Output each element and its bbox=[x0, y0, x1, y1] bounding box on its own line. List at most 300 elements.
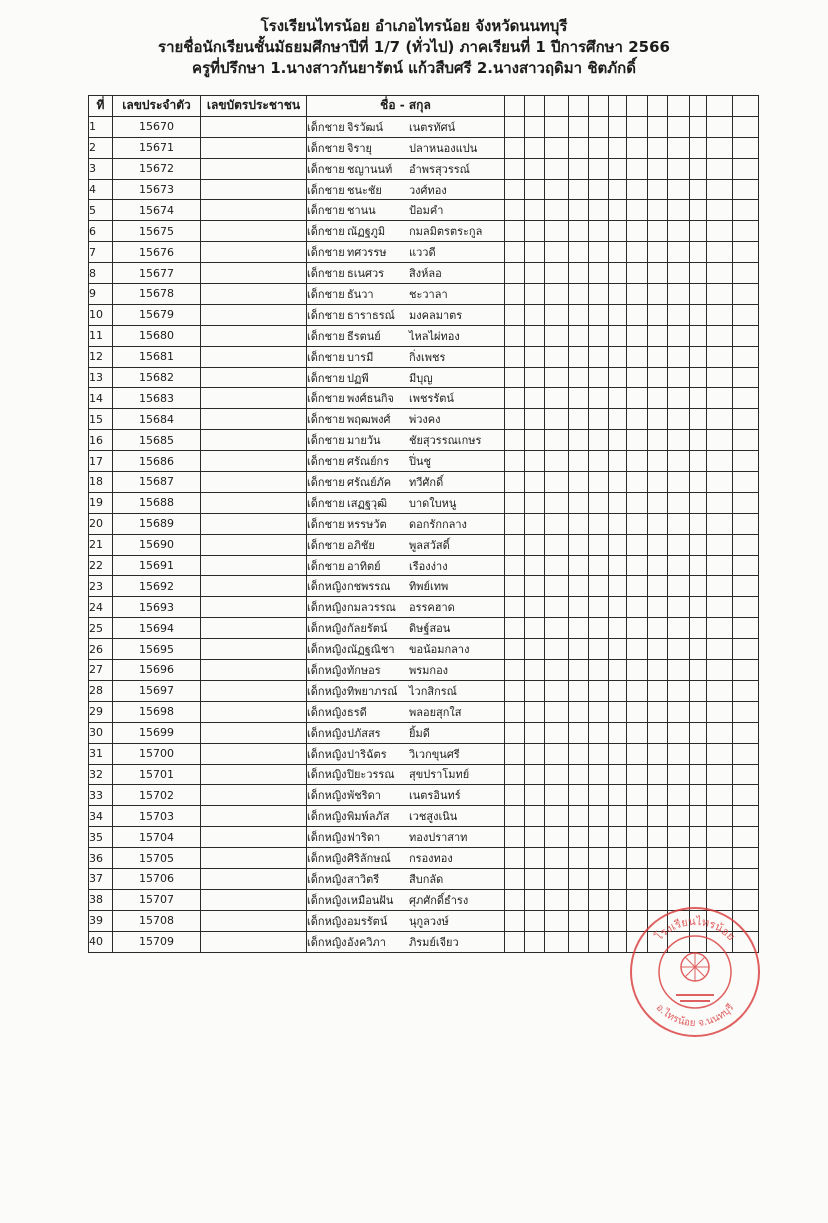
blank-check-cell bbox=[589, 889, 609, 910]
name-prefix: เด็กชาย bbox=[307, 162, 345, 176]
blank-check-cell bbox=[569, 137, 589, 158]
blank-check-cell bbox=[569, 451, 589, 472]
blank-check-cell bbox=[627, 451, 648, 472]
student-id: 15679 bbox=[113, 304, 201, 325]
citizen-id bbox=[201, 722, 307, 743]
blank-check-cell bbox=[589, 325, 609, 346]
blank-check-cell bbox=[627, 284, 648, 305]
blank-check-cell bbox=[668, 304, 690, 325]
name-prefix: เด็กหญิง bbox=[307, 810, 347, 824]
first-name: ทักษอร bbox=[347, 663, 381, 677]
citizen-id bbox=[201, 680, 307, 701]
last-name: ศุภศักดิ์ธำรง bbox=[409, 893, 469, 907]
student-id: 15694 bbox=[113, 618, 201, 639]
blank-check-cell bbox=[707, 680, 733, 701]
blank-check-cell bbox=[589, 242, 609, 263]
name-prefix: เด็กหญิง bbox=[307, 622, 347, 636]
blank-check-cell bbox=[609, 743, 627, 764]
blank-check-cell bbox=[707, 158, 733, 179]
row-number: 30 bbox=[89, 722, 113, 743]
student-name bbox=[307, 158, 505, 179]
blank-check-cell bbox=[733, 346, 759, 367]
last-name: มงคลมาตร bbox=[409, 308, 463, 322]
blank-check-cell bbox=[609, 848, 627, 869]
blank-check-cell bbox=[569, 848, 589, 869]
blank-check-cell bbox=[733, 116, 759, 137]
blank-check-cell bbox=[627, 242, 648, 263]
row-number: 3 bbox=[89, 158, 113, 179]
blank-check-cell bbox=[733, 388, 759, 409]
blank-check-cell bbox=[569, 200, 589, 221]
blank-check-cell bbox=[707, 848, 733, 869]
blank-check-cell bbox=[707, 430, 733, 451]
blank-check-cell bbox=[589, 827, 609, 848]
roster-body bbox=[89, 116, 759, 952]
blank-check-cell bbox=[525, 513, 545, 534]
blank-check-cell bbox=[609, 806, 627, 827]
blank-check-cell bbox=[505, 346, 525, 367]
blank-check-cell bbox=[505, 827, 525, 848]
blank-check-cell bbox=[569, 806, 589, 827]
blank-check-cell bbox=[648, 743, 668, 764]
blank-check-cell bbox=[545, 534, 569, 555]
blank-check-cell bbox=[589, 555, 609, 576]
blank-check-cell bbox=[569, 472, 589, 493]
blank-check-cell bbox=[668, 200, 690, 221]
blank-check-cell bbox=[525, 221, 545, 242]
blank-check-cell bbox=[627, 472, 648, 493]
student-name bbox=[307, 639, 505, 660]
blank-check-cell bbox=[525, 931, 545, 952]
blank-check-cell bbox=[609, 388, 627, 409]
table-row bbox=[89, 346, 759, 367]
row-number: 19 bbox=[89, 492, 113, 513]
seal-text-top: โรงเรียนไทรน้อย bbox=[652, 914, 738, 944]
blank-check-cell bbox=[589, 200, 609, 221]
blank-check-cell bbox=[668, 430, 690, 451]
first-name: ฟาริดา bbox=[347, 831, 381, 845]
blank-check-cell bbox=[648, 555, 668, 576]
last-name: กิ่งเพชร bbox=[409, 350, 446, 364]
last-name: ป้อมคำ bbox=[409, 204, 444, 218]
blank-check-cell bbox=[505, 179, 525, 200]
citizen-id bbox=[201, 660, 307, 681]
name-prefix: เด็กชาย bbox=[307, 371, 345, 385]
blank-check-cell bbox=[627, 513, 648, 534]
citizen-id bbox=[201, 639, 307, 660]
citizen-id bbox=[201, 472, 307, 493]
citizen-id bbox=[201, 263, 307, 284]
student-name bbox=[307, 827, 505, 848]
blank-check-cell bbox=[525, 263, 545, 284]
blank-check-cell bbox=[690, 158, 707, 179]
blank-check-cell bbox=[589, 492, 609, 513]
citizen-id bbox=[201, 451, 307, 472]
blank-check-cell bbox=[545, 304, 569, 325]
student-id: 15697 bbox=[113, 680, 201, 701]
citizen-id bbox=[201, 179, 307, 200]
citizen-id bbox=[201, 325, 307, 346]
table-row bbox=[89, 430, 759, 451]
blank-check-cell bbox=[505, 806, 525, 827]
blank-check-cell bbox=[707, 116, 733, 137]
citizen-id bbox=[201, 513, 307, 534]
last-name: วงศ์ทอง bbox=[409, 183, 447, 197]
blank-check-cell bbox=[545, 827, 569, 848]
blank-check-cell bbox=[525, 701, 545, 722]
row-number: 35 bbox=[89, 827, 113, 848]
name-prefix: เด็กหญิง bbox=[307, 705, 347, 719]
blank-check-cell bbox=[525, 576, 545, 597]
student-id: 15693 bbox=[113, 597, 201, 618]
blank-check-cell bbox=[690, 806, 707, 827]
name-prefix: เด็กหญิง bbox=[307, 893, 347, 907]
blank-check-cell bbox=[627, 116, 648, 137]
blank-check-cell bbox=[668, 116, 690, 137]
row-number: 37 bbox=[89, 868, 113, 889]
first-name: กมลวรรณ bbox=[347, 601, 396, 615]
blank-check-cell bbox=[545, 116, 569, 137]
blank-check-cell bbox=[668, 639, 690, 660]
name-prefix: เด็กชาย bbox=[307, 517, 345, 531]
table-row bbox=[89, 137, 759, 158]
blank-check-cell bbox=[733, 242, 759, 263]
blank-check-cell bbox=[545, 242, 569, 263]
blank-check-cell bbox=[690, 137, 707, 158]
blank-check-cell bbox=[525, 284, 545, 305]
student-name bbox=[307, 848, 505, 869]
blank-check-cell bbox=[545, 179, 569, 200]
blank-check-cell bbox=[589, 513, 609, 534]
name-prefix: เด็กชาย bbox=[307, 538, 345, 552]
citizen-id bbox=[201, 137, 307, 158]
last-name: ปลาหนองแปน bbox=[409, 141, 478, 155]
blank-check-cell bbox=[609, 492, 627, 513]
table-row bbox=[89, 304, 759, 325]
blank-check-cell bbox=[545, 931, 569, 952]
table-row bbox=[89, 639, 759, 660]
blank-check-cell bbox=[733, 660, 759, 681]
student-name bbox=[307, 179, 505, 200]
blank-check-cell bbox=[690, 242, 707, 263]
blank-check-cell bbox=[569, 764, 589, 785]
blank-check-cell bbox=[733, 680, 759, 701]
last-name: ดอกรักกลาง bbox=[409, 517, 467, 531]
blank-check-cell bbox=[733, 785, 759, 806]
blank-check-cell bbox=[707, 576, 733, 597]
last-name: ยิ้มดี bbox=[409, 726, 430, 740]
first-name: บารมี bbox=[347, 350, 374, 364]
blank-check-cell bbox=[609, 827, 627, 848]
blank-check-cell bbox=[589, 910, 609, 931]
blank-check-cell bbox=[707, 492, 733, 513]
blank-check-cell bbox=[589, 221, 609, 242]
first-name: ปิยะวรรณ bbox=[347, 768, 395, 782]
blank-check-cell bbox=[589, 868, 609, 889]
citizen-id bbox=[201, 284, 307, 305]
blank-check-cell bbox=[668, 472, 690, 493]
last-name: อำพรสุวรรณ์ bbox=[409, 162, 470, 176]
blank-check-cell bbox=[525, 889, 545, 910]
blank-check-cell bbox=[648, 200, 668, 221]
blank-check-cell bbox=[525, 660, 545, 681]
blank-check-cell bbox=[589, 576, 609, 597]
first-name: ชานน bbox=[347, 204, 376, 218]
student-name bbox=[307, 576, 505, 597]
blank-check-cell bbox=[690, 116, 707, 137]
blank-check-cell bbox=[648, 534, 668, 555]
last-name: ทวีศักดิ์ bbox=[409, 475, 444, 489]
first-name: หรรษวัต bbox=[347, 517, 387, 531]
blank-check-cell bbox=[505, 639, 525, 660]
blank-header-cell bbox=[609, 96, 627, 117]
blank-check-cell bbox=[505, 722, 525, 743]
blank-check-cell bbox=[569, 618, 589, 639]
row-number: 28 bbox=[89, 680, 113, 701]
name-prefix: เด็กชาย bbox=[307, 120, 345, 134]
row-number: 36 bbox=[89, 848, 113, 869]
table-row bbox=[89, 848, 759, 869]
last-name: ทิพย์เทพ bbox=[409, 580, 449, 594]
student-id: 15687 bbox=[113, 472, 201, 493]
student-id: 15709 bbox=[113, 931, 201, 952]
blank-check-cell bbox=[627, 701, 648, 722]
blank-check-cell bbox=[505, 680, 525, 701]
blank-check-cell bbox=[733, 618, 759, 639]
name-prefix: เด็กชาย bbox=[307, 329, 345, 343]
blank-check-cell bbox=[707, 367, 733, 388]
student-id: 15705 bbox=[113, 848, 201, 869]
table-row bbox=[89, 451, 759, 472]
row-number: 11 bbox=[89, 325, 113, 346]
blank-check-cell bbox=[569, 492, 589, 513]
blank-check-cell bbox=[733, 513, 759, 534]
last-name: กรองทอง bbox=[409, 852, 453, 865]
blank-check-cell bbox=[733, 722, 759, 743]
student-name bbox=[307, 116, 505, 137]
blank-check-cell bbox=[609, 513, 627, 534]
school-seal-stamp bbox=[628, 905, 762, 1039]
blank-check-cell bbox=[733, 221, 759, 242]
student-name bbox=[307, 221, 505, 242]
row-number: 18 bbox=[89, 472, 113, 493]
blank-header-cell bbox=[690, 96, 707, 117]
blank-check-cell bbox=[733, 325, 759, 346]
blank-check-cell bbox=[707, 701, 733, 722]
row-number: 20 bbox=[89, 513, 113, 534]
blank-check-cell bbox=[648, 284, 668, 305]
blank-check-cell bbox=[589, 116, 609, 137]
table-row bbox=[89, 701, 759, 722]
blank-check-cell bbox=[589, 367, 609, 388]
blank-check-cell bbox=[525, 722, 545, 743]
blank-check-cell bbox=[707, 660, 733, 681]
blank-check-cell bbox=[505, 430, 525, 451]
name-prefix: เด็กชาย bbox=[307, 183, 345, 197]
citizen-id bbox=[201, 701, 307, 722]
name-prefix: เด็กหญิง bbox=[307, 601, 347, 615]
blank-check-cell bbox=[733, 764, 759, 785]
blank-check-cell bbox=[569, 346, 589, 367]
blank-check-cell bbox=[627, 597, 648, 618]
name-prefix: เด็กหญิง bbox=[307, 663, 347, 677]
blank-check-cell bbox=[569, 158, 589, 179]
first-name: อมรรัตน์ bbox=[347, 914, 388, 928]
citizen-id bbox=[201, 200, 307, 221]
blank-check-cell bbox=[569, 534, 589, 555]
table-row bbox=[89, 325, 759, 346]
blank-check-cell bbox=[690, 367, 707, 388]
blank-check-cell bbox=[545, 889, 569, 910]
last-name: วิเวกขุนศรี bbox=[409, 747, 460, 761]
blank-check-cell bbox=[569, 555, 589, 576]
blank-check-cell bbox=[589, 137, 609, 158]
blank-check-cell bbox=[707, 555, 733, 576]
student-name bbox=[307, 555, 505, 576]
student-id: 15700 bbox=[113, 743, 201, 764]
first-name: ศิริลักษณ์ bbox=[347, 852, 391, 865]
blank-check-cell bbox=[648, 263, 668, 284]
blank-check-cell bbox=[505, 158, 525, 179]
wheel-spokes-icon bbox=[681, 953, 709, 981]
table-row bbox=[89, 388, 759, 409]
blank-check-cell bbox=[648, 680, 668, 701]
blank-check-cell bbox=[569, 910, 589, 931]
table-row bbox=[89, 660, 759, 681]
blank-check-cell bbox=[505, 848, 525, 869]
name-prefix: เด็กหญิง bbox=[307, 768, 347, 782]
student-id: 15689 bbox=[113, 513, 201, 534]
blank-check-cell bbox=[627, 848, 648, 869]
table-row bbox=[89, 179, 759, 200]
blank-check-cell bbox=[733, 576, 759, 597]
name-prefix: เด็กหญิง bbox=[307, 852, 347, 865]
citizen-id bbox=[201, 346, 307, 367]
student-name bbox=[307, 304, 505, 325]
blank-check-cell bbox=[690, 848, 707, 869]
blank-check-cell bbox=[609, 660, 627, 681]
first-name: ชญานนท์ bbox=[347, 162, 393, 176]
blank-check-cell bbox=[690, 346, 707, 367]
blank-check-cell bbox=[525, 242, 545, 263]
last-name: พรมกอง bbox=[409, 663, 449, 677]
blank-check-cell bbox=[707, 409, 733, 430]
blank-check-cell bbox=[668, 137, 690, 158]
blank-check-cell bbox=[525, 451, 545, 472]
first-name: ทิพยาภรณ์ bbox=[347, 684, 398, 698]
blank-check-cell bbox=[545, 409, 569, 430]
blank-check-cell bbox=[589, 680, 609, 701]
blank-check-cell bbox=[569, 388, 589, 409]
blank-check-cell bbox=[690, 597, 707, 618]
blank-check-cell bbox=[668, 242, 690, 263]
blank-check-cell bbox=[525, 137, 545, 158]
last-name: ชัยสุวรรณเกษร bbox=[409, 434, 482, 448]
name-prefix: เด็กชาย bbox=[307, 267, 345, 281]
blank-check-cell bbox=[690, 263, 707, 284]
citizen-id bbox=[201, 221, 307, 242]
first-name: พิมพ์ลภัส bbox=[347, 810, 390, 824]
blank-check-cell bbox=[707, 451, 733, 472]
header-citizen-id: เลขบัตรประชาชน bbox=[201, 96, 307, 117]
blank-check-cell bbox=[589, 284, 609, 305]
last-name: บาดใบหนู bbox=[409, 496, 457, 510]
row-number: 14 bbox=[89, 388, 113, 409]
blank-header-cell bbox=[733, 96, 759, 117]
blank-check-cell bbox=[545, 346, 569, 367]
blank-check-cell bbox=[545, 430, 569, 451]
blank-check-cell bbox=[707, 639, 733, 660]
citizen-id bbox=[201, 931, 307, 952]
row-number: 40 bbox=[89, 931, 113, 952]
blank-check-cell bbox=[609, 931, 627, 952]
blank-check-cell bbox=[545, 743, 569, 764]
blank-check-cell bbox=[690, 513, 707, 534]
blank-check-cell bbox=[589, 534, 609, 555]
blank-check-cell bbox=[668, 388, 690, 409]
name-prefix: เด็กชาย bbox=[307, 141, 345, 155]
last-name: เนตรทัศน์ bbox=[409, 120, 456, 134]
blank-check-cell bbox=[569, 242, 589, 263]
last-name: นุกูลวงษ์ bbox=[409, 914, 449, 928]
blank-check-cell bbox=[545, 367, 569, 388]
blank-check-cell bbox=[733, 200, 759, 221]
blank-check-cell bbox=[627, 555, 648, 576]
student-name bbox=[307, 472, 505, 493]
blank-check-cell bbox=[627, 200, 648, 221]
row-number: 27 bbox=[89, 660, 113, 681]
blank-check-cell bbox=[648, 221, 668, 242]
blank-check-cell bbox=[525, 827, 545, 848]
blank-check-cell bbox=[609, 409, 627, 430]
blank-check-cell bbox=[505, 701, 525, 722]
name-prefix: เด็กชาย bbox=[307, 455, 345, 469]
row-number: 7 bbox=[89, 242, 113, 263]
blank-check-cell bbox=[668, 722, 690, 743]
table-row bbox=[89, 764, 759, 785]
blank-check-cell bbox=[648, 618, 668, 639]
blank-check-cell bbox=[569, 367, 589, 388]
blank-check-cell bbox=[627, 576, 648, 597]
blank-check-cell bbox=[545, 158, 569, 179]
student-id: 15683 bbox=[113, 388, 201, 409]
last-name: ขอน้อมกลาง bbox=[409, 643, 470, 657]
first-name: อังควิภา bbox=[347, 935, 386, 949]
blank-check-cell bbox=[545, 785, 569, 806]
blank-check-cell bbox=[525, 848, 545, 869]
table-row bbox=[89, 409, 759, 430]
student-id: 15678 bbox=[113, 284, 201, 305]
table-row bbox=[89, 868, 759, 889]
first-name: ปฏพี bbox=[347, 371, 369, 385]
student-id: 15708 bbox=[113, 910, 201, 931]
blank-check-cell bbox=[545, 848, 569, 869]
table-row bbox=[89, 680, 759, 701]
blank-check-cell bbox=[505, 889, 525, 910]
first-name: ศรัณย์กร bbox=[347, 455, 390, 469]
first-name: จิรวัฒน์ bbox=[347, 120, 383, 134]
name-prefix: เด็กชาย bbox=[307, 350, 345, 364]
student-id: 15672 bbox=[113, 158, 201, 179]
row-number: 26 bbox=[89, 639, 113, 660]
student-id: 15684 bbox=[113, 409, 201, 430]
first-name: จิรายุ bbox=[347, 141, 372, 155]
row-number: 25 bbox=[89, 618, 113, 639]
blank-check-cell bbox=[648, 868, 668, 889]
blank-check-cell bbox=[648, 785, 668, 806]
blank-check-cell bbox=[690, 701, 707, 722]
blank-check-cell bbox=[690, 430, 707, 451]
